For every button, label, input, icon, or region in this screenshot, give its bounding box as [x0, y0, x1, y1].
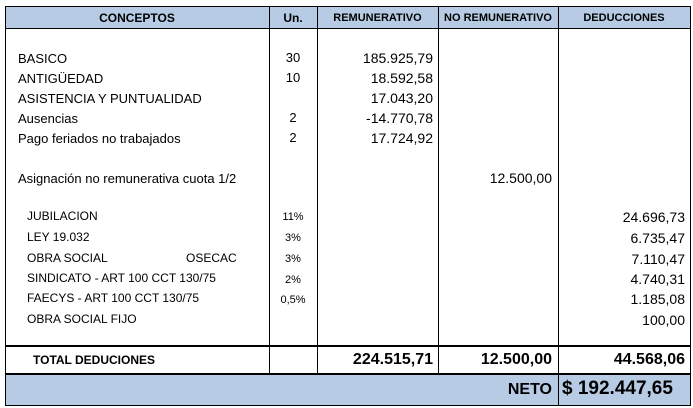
deduction-rate: 3% [285, 232, 301, 244]
border-bottom [5, 405, 691, 406]
header-divider [5, 28, 691, 29]
deduction-amount: 6.735,47 [630, 230, 685, 246]
item-concept: Ausencias [18, 111, 78, 126]
totals-label: TOTAL DEDUCIONES [33, 353, 156, 367]
deduction-concept: FAECYS - ART 100 CCT 130/75 [27, 291, 200, 305]
item-un: 30 [285, 50, 301, 65]
deduction-amount: 100,00 [642, 312, 685, 328]
total-no-remunerativo: 12.500,00 [480, 351, 552, 368]
totals-divider [5, 345, 691, 347]
deduction-concept: SINDICATO - ART 100 CCT 130/75 [27, 271, 216, 285]
deduction-rate: 3% [285, 253, 301, 265]
header-remunerativo: REMUNERATIVO [333, 12, 422, 24]
asignacion-no-remunerativo: 12.500,00 [489, 170, 552, 186]
item-concept: BASICO [18, 51, 68, 66]
col-divider-4 [558, 6, 559, 406]
border-top [5, 6, 691, 7]
deduction-rate: 0,5% [280, 294, 306, 306]
header-conceptos: CONCEPTOS [99, 11, 175, 25]
item-remunerativo: 17.724,92 [370, 130, 433, 146]
deduction-amount: 7.110,47 [631, 251, 685, 267]
deduction-concept: LEY 19.032 [27, 230, 90, 244]
col-divider-3 [438, 6, 439, 374]
neto-divider [5, 373, 691, 375]
header-deducciones: DEDUCCIONES [583, 12, 665, 24]
item-concept: Pago feriados no trabajados [18, 131, 181, 146]
item-remunerativo: 185.925,79 [362, 50, 433, 66]
deduction-extra: OSECAC [186, 251, 237, 265]
payslip-table [5, 6, 691, 406]
total-remunerativo: 224.515,71 [352, 351, 433, 368]
item-un: 2 [289, 110, 297, 125]
item-remunerativo: -14.770,78 [366, 110, 433, 126]
deduction-amount: 1.185,08 [630, 291, 685, 307]
neto-label: NETO [507, 381, 552, 398]
item-concept: ANTIGÜEDAD [18, 71, 104, 86]
deduction-amount: 4.740,31 [630, 271, 685, 287]
item-remunerativo: 17.043,20 [370, 90, 433, 106]
item-concept: ASISTENCIA Y PUNTUALIDAD [18, 91, 202, 106]
neto-value: $ 192.447,65 [562, 378, 673, 399]
deduction-concept: JUBILACION [27, 209, 98, 223]
item-un: 10 [285, 70, 301, 85]
item-remunerativo: 18.592,58 [370, 70, 433, 86]
border-right [690, 6, 691, 406]
header-un: Un. [283, 11, 303, 25]
header-no-remunerativo: NO REMUNERATIVO [444, 12, 552, 24]
border-left [5, 6, 6, 406]
asignacion-concept: Asignación no remunerativa cuota 1/2 [18, 171, 237, 186]
deduction-concept: OBRA SOCIAL [27, 251, 108, 265]
deduction-rate: 11% [282, 211, 304, 223]
deduction-amount: 24.696,73 [622, 209, 685, 225]
item-un: 2 [289, 130, 297, 145]
deduction-rate: 2% [285, 274, 301, 286]
deduction-concept: OBRA SOCIAL FIJO [27, 312, 137, 326]
total-deducciones: 44.568,06 [613, 351, 685, 368]
